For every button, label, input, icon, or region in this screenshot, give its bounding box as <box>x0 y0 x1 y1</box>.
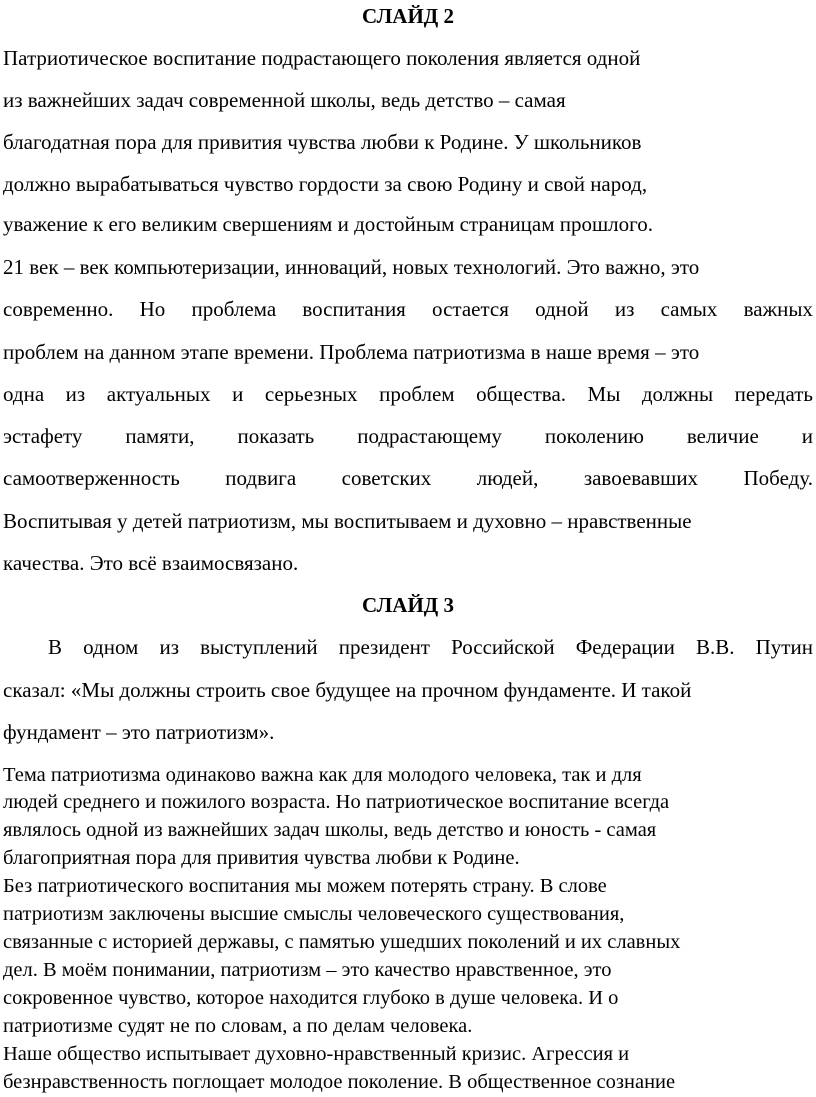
slide3-body-line: благоприятная пора для привития чувства любви к Родине. <box>3 847 520 869</box>
word: эстафету <box>3 424 83 448</box>
word: проблема <box>191 297 277 321</box>
word: В <box>48 635 63 659</box>
word: передать <box>734 382 813 406</box>
word: должны <box>641 382 714 406</box>
word: одна <box>3 382 45 406</box>
word: воспитания <box>302 297 406 321</box>
slide2-line: качества. Это всё взаимосвязано. <box>3 551 299 575</box>
word: В.В. <box>696 635 735 659</box>
slide2-line <box>3 297 813 321</box>
word: одной <box>535 297 589 321</box>
word: завоевавших <box>583 466 699 490</box>
word: современно. <box>3 297 114 321</box>
slide2-line <box>3 382 813 406</box>
word: памяти, <box>125 424 195 448</box>
word: одном <box>83 635 139 659</box>
word: поколению <box>544 424 644 448</box>
slide2-line: 21 век – век компьютеризации, инноваций, новых технологий. Это важно, это <box>3 255 700 279</box>
slide2-line: благодатная пора для привития чувства любви к Родине. У школьников <box>3 130 642 154</box>
slide2-line: Воспитывая у детей патриотизм, мы воспитываем и духовно – нравственные <box>3 509 692 533</box>
word: из <box>65 382 86 406</box>
word: Победу. <box>743 466 813 490</box>
slide2-line <box>3 424 813 448</box>
word: Но <box>139 297 166 321</box>
word: советских <box>341 466 432 490</box>
word: из <box>614 297 635 321</box>
slide3-body-line: патриотизме судят не по словам, а по делам человека. <box>3 1015 473 1037</box>
word: самых <box>660 297 718 321</box>
word: Федерации <box>575 635 675 659</box>
slide3-body-line: Тема патриотизма одинаково важна как для молодого человека, так и для <box>3 764 642 786</box>
slide2-line <box>3 466 813 490</box>
slide2-line: проблем на данном этапе времени. Проблема патриотизма в наше время – это <box>3 340 700 364</box>
word: Российской <box>451 635 555 659</box>
slide3-body-line: являлось одной из важнейших задач школы, ведь детство и юность - самая <box>3 819 657 841</box>
slide2-heading: СЛАЙД 2 <box>362 4 454 28</box>
word: величие <box>686 424 759 448</box>
word: выступлений <box>200 635 318 659</box>
word: актуальных <box>106 382 211 406</box>
word: серьезных <box>264 382 358 406</box>
word: Путин <box>755 635 813 659</box>
word: подрастающему <box>357 424 502 448</box>
word: проблем <box>379 382 455 406</box>
slide2-line: Патриотическое воспитание подрастающего поколения является одной <box>3 46 641 70</box>
word: президент <box>338 635 430 659</box>
word: важных <box>743 297 813 321</box>
slide3-body-line: дел. В моём понимании, патриотизм – это качество нравственное, это <box>3 959 612 981</box>
word: остается <box>432 297 509 321</box>
word: Мы <box>587 382 621 406</box>
slide3-quote-line: сказал: «Мы должны строить свое будущее на прочном фундаменте. И такой <box>3 678 692 702</box>
word: и <box>232 382 244 406</box>
word: самоотверженность <box>3 466 180 490</box>
slide2-line: из важнейших задач современной школы, ведь детство – самая <box>3 88 566 112</box>
slide3-body-line: безнравственность поглощает молодое поколение. В общественное сознание <box>3 1071 676 1093</box>
word: людей, <box>476 466 539 490</box>
slide2-line: уважение к его великим свершениям и достойным страницам прошлого. <box>3 212 654 236</box>
slide3-body-line: связанные с историей державы, с памятью ушедших поколений и их славных <box>3 931 681 953</box>
slide3-body-line: Без патриотического воспитания мы можем потерять страну. В слове <box>3 875 607 897</box>
slide3-body-line: людей среднего и пожилого возраста. Но патриотическое воспитание всегда <box>3 791 670 813</box>
slide3-body-line: Наше общество испытывает духовно-нравственный кризис. Агрессия и <box>3 1043 630 1065</box>
slide3-quote-line <box>48 635 813 659</box>
slide3-body-line: патриотизм заключены высшие смыслы человеческого существования, <box>3 903 625 925</box>
slide3-body-line: сокровенное чувство, которое находится глубоко в душе человека. И о <box>3 987 619 1009</box>
slide3-heading: СЛАЙД 3 <box>362 593 454 617</box>
word: общества. <box>476 382 567 406</box>
word: и <box>801 424 813 448</box>
word: показать <box>237 424 315 448</box>
slide3-quote-line: фундамент – это патриотизм». <box>3 720 275 744</box>
word: подвига <box>225 466 297 490</box>
slide2-line: должно вырабатываться чувство гордости за свою Родину и свой народ, <box>3 172 648 196</box>
word: из <box>159 635 179 659</box>
